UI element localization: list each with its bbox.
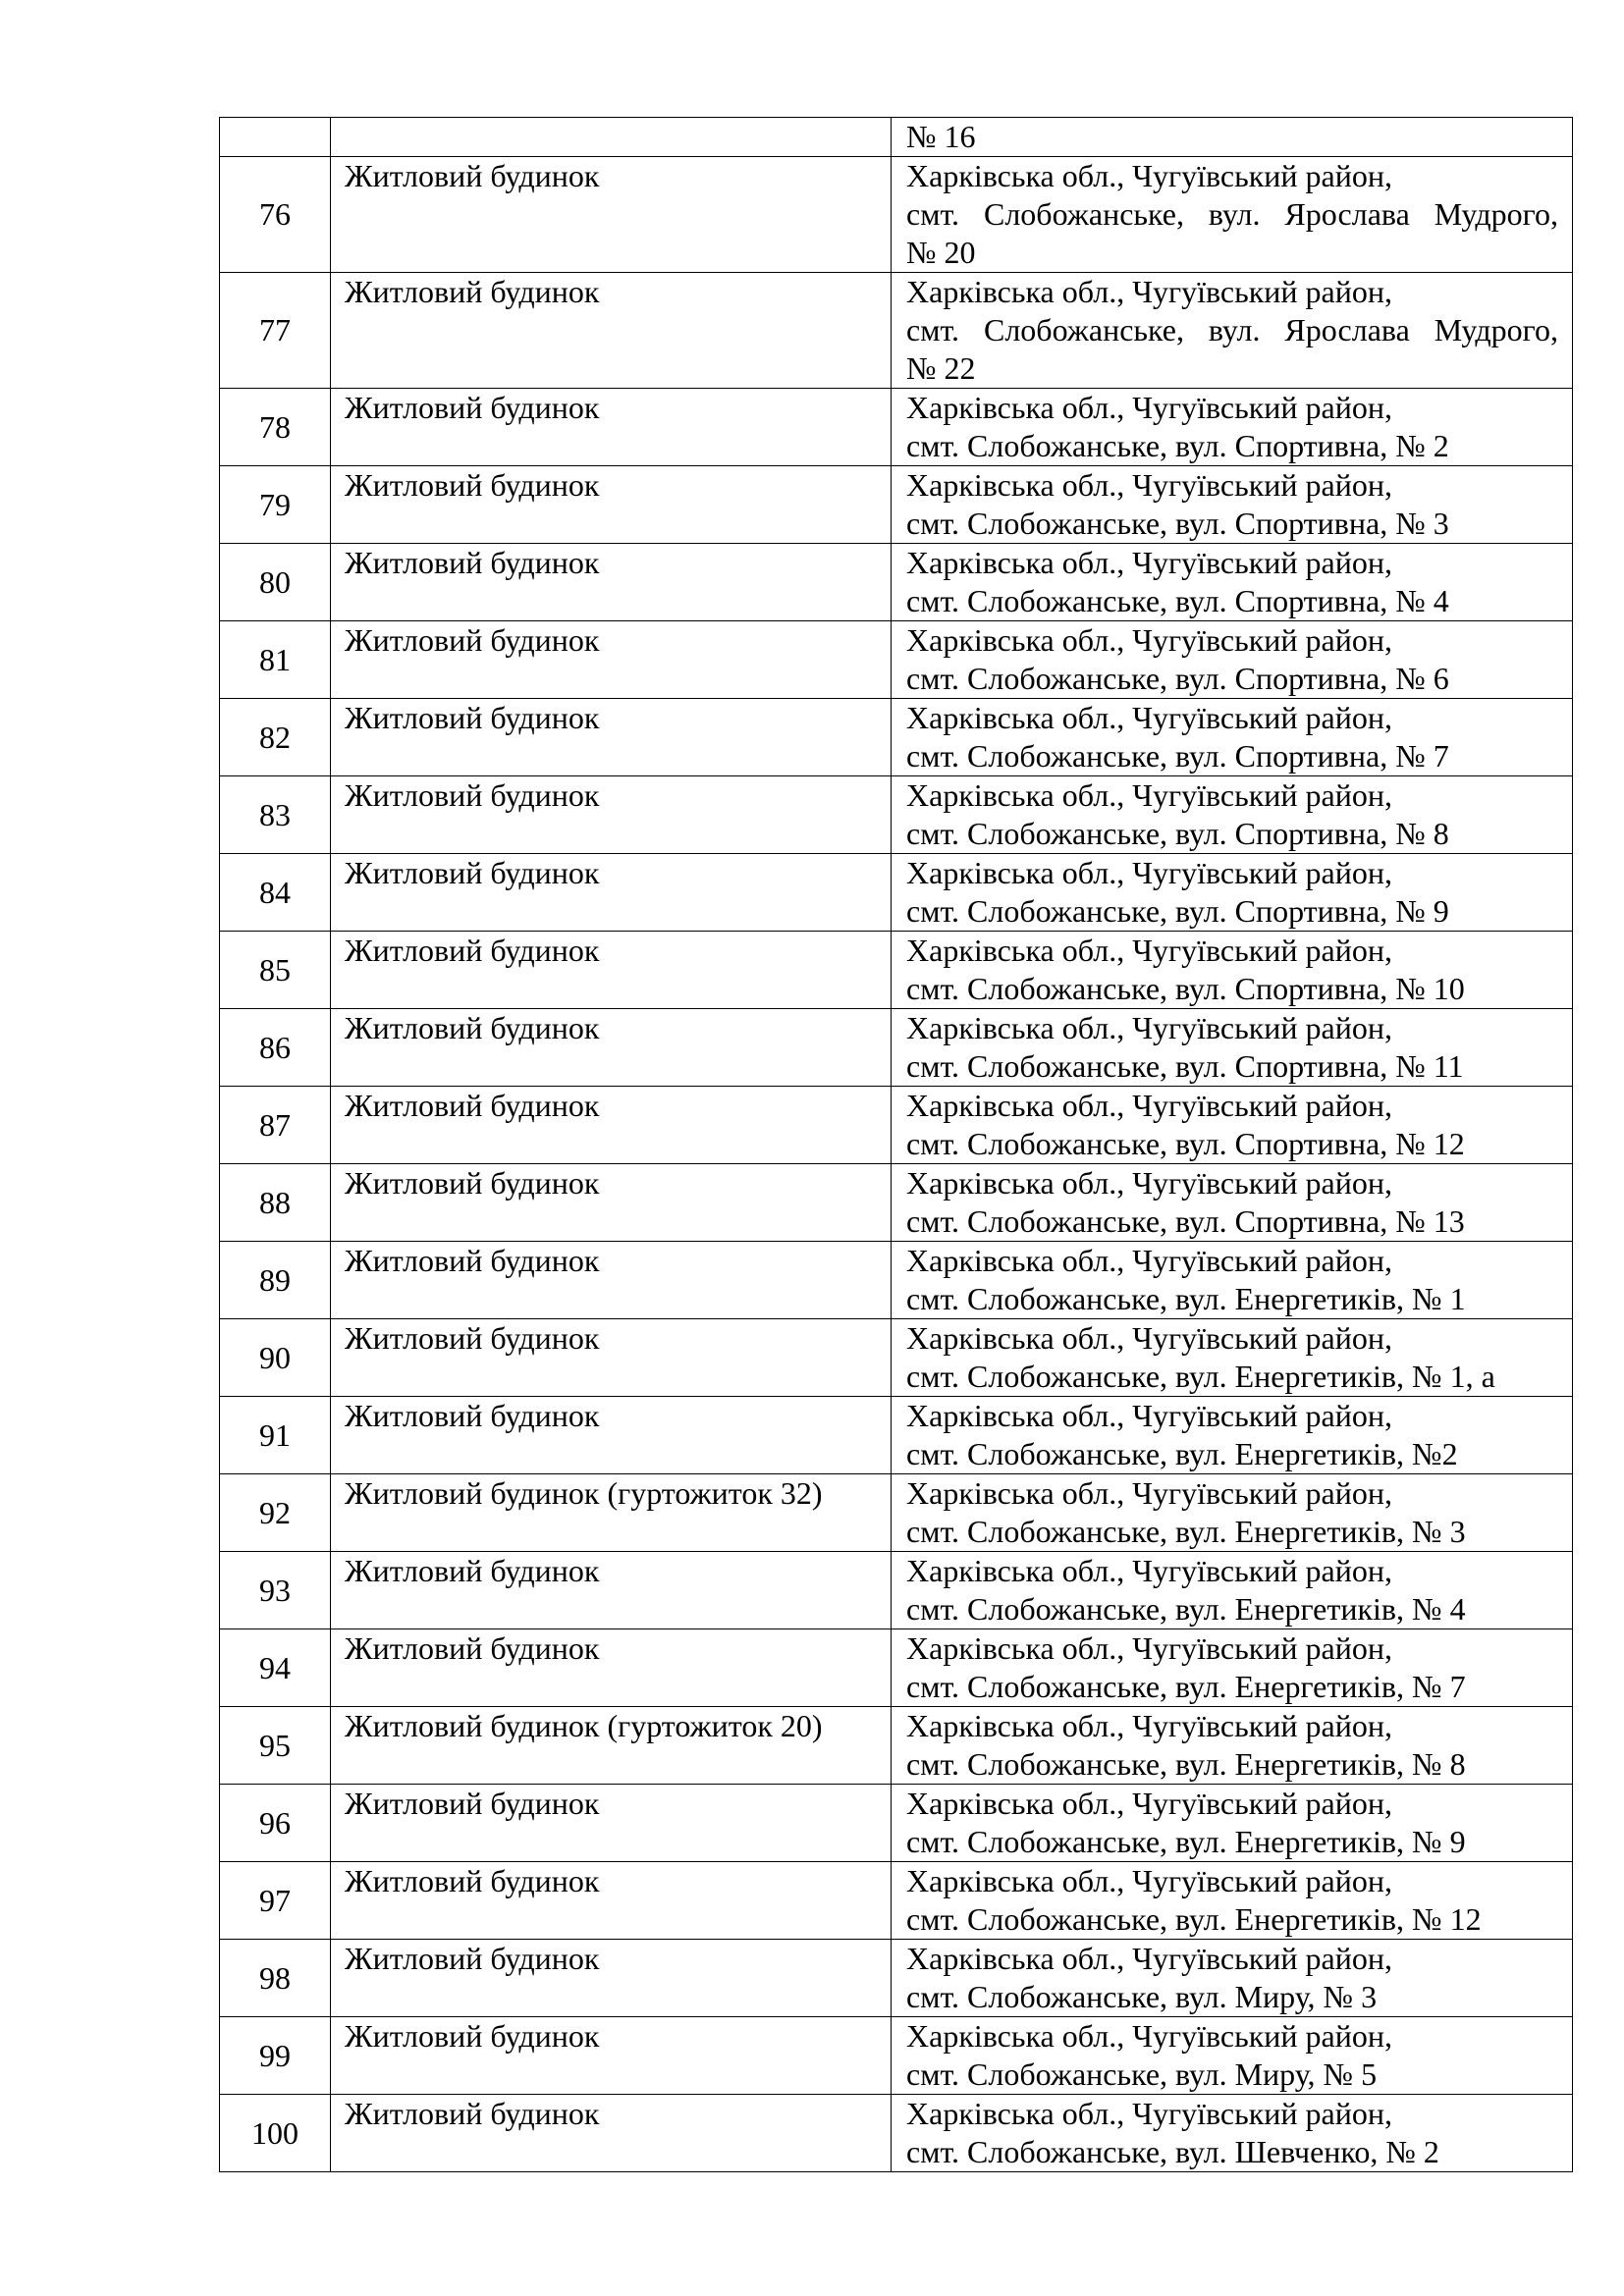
address-line: смт. Слобожанське, вул. Енергетиків, № 4 [906,1591,1466,1627]
row-number: 82 [220,699,331,776]
object-address [892,1319,1573,1397]
object-name: Житловий будинок [331,1397,892,1474]
address-line: Харківська обл., Чугуївський район, [906,545,1392,580]
table-row [220,118,1573,157]
row-number [220,118,331,157]
object-address [892,1785,1573,1862]
object-address [892,854,1573,932]
object-name: Житловий будинок [331,1164,892,1242]
table-row [220,1707,1573,1785]
address-line: Харківська обл., Чугуївський район, [906,1320,1392,1356]
object-name: Житловий будинок [331,389,892,466]
object-name: Житловий будинок [331,776,892,854]
row-number: 87 [220,1087,331,1164]
address-line: Харківська обл., Чугуївський район, [906,1708,1392,1743]
row-number: 91 [220,1397,331,1474]
row-number: 97 [220,1862,331,1940]
object-address [892,118,1573,157]
address-line: смт. Слобожанське, вул. Енергетиків, № 9 [906,1824,1466,1859]
object-address [892,1009,1573,1087]
address-line: Харківська обл., Чугуївський район, [906,1088,1392,1123]
object-address [892,1940,1573,2017]
object-address [892,157,1573,273]
address-line: Харківська обл., Чугуївський район, [906,855,1392,890]
row-number: 95 [220,1707,331,1785]
address-line: смт. Слобожанське, вул. Енергетиків, № 12 [906,1901,1482,1937]
table-row [220,273,1573,389]
address-line: Харківська обл., Чугуївський район, [906,467,1392,503]
address-line: смт. Слобожанське, вул. Спортивна, № 13 [906,1203,1465,1239]
object-address [892,1552,1573,1629]
table-row [220,1087,1573,1164]
address-line: смт. Слобожанське, вул. Спортивна, № 8 [906,816,1449,851]
address-line: Харківська обл., Чугуївський район, [906,1243,1392,1278]
object-name: Житловий будинок [331,854,892,932]
row-number: 100 [220,2095,331,2172]
table-row [220,1397,1573,1474]
address-line: смт. Слобожанське, вул. Спортивна, № 3 [906,506,1449,541]
row-number: 92 [220,1474,331,1552]
table-row [220,1009,1573,1087]
address-line: Харківська обл., Чугуївський район, [906,274,1392,309]
object-name: Житловий будинок [331,544,892,621]
table-row [220,2095,1573,2172]
address-line: смт. Слобожанське, вул. Миру, № 3 [906,1979,1378,2014]
address-line: № 20 [906,235,976,270]
table-row [220,1785,1573,1862]
address-line: Харківська обл., Чугуївський район, [906,933,1392,968]
object-name [331,118,892,157]
object-address [892,544,1573,621]
table-row [220,1242,1573,1319]
row-number: 96 [220,1785,331,1862]
object-name: Житловий будинок [331,2095,892,2172]
table-row [220,1474,1573,1552]
row-number: 83 [220,776,331,854]
table-row [220,1164,1573,1242]
table-row [220,1629,1573,1707]
object-address [892,2095,1573,2172]
address-line: Харківська обл., Чугуївський район, [906,1630,1392,1666]
table-row [220,776,1573,854]
address-line: смт. Слобожанське, вул. Спортивна, № 12 [906,1126,1465,1161]
object-name: Житловий будинок [331,157,892,273]
table-row [220,1552,1573,1629]
object-address [892,621,1573,699]
table-row [220,854,1573,932]
address-line: смт. Слобожанське, вул. Спортивна, № 4 [906,583,1449,618]
object-address [892,1707,1573,1785]
object-address [892,699,1573,776]
object-address [892,1087,1573,1164]
object-name: Житловий будинок [331,699,892,776]
object-name: Житловий будинок [331,1087,892,1164]
row-number: 84 [220,854,331,932]
address-line: смт. Слобожанське, вул. Спортивна, № 2 [906,428,1449,463]
row-number: 85 [220,932,331,1009]
address-line: смт. Слобожанське, вул. Спортивна, № 11 [906,1048,1464,1084]
object-address [892,1474,1573,1552]
object-name: Житловий будинок [331,1940,892,2017]
table-row [220,621,1573,699]
table-row [220,544,1573,621]
object-address [892,389,1573,466]
object-address [892,776,1573,854]
row-number: 76 [220,157,331,273]
row-number: 93 [220,1552,331,1629]
object-name: Житловий будинок [331,2017,892,2095]
row-number: 89 [220,1242,331,1319]
address-line: смт. Слобожанське, вул. Енергетиків, № 3 [906,1514,1466,1549]
object-address [892,1242,1573,1319]
address-line: смт. Слобожанське, вул. Спортивна, № 10 [906,971,1465,1006]
address-line: смт. Слобожанське, вул. Шевченко, № 2 [906,2134,1439,2169]
address-line: Харківська обл., Чугуївський район, [906,1553,1392,1588]
address-line: Харківська обл., Чугуївський район, [906,1863,1392,1898]
object-name: Житловий будинок (гуртожиток 20) [331,1707,892,1785]
address-line: смт. Слобожанське, вул. Ярослава Мудрого, [906,196,1558,232]
object-name: Житловий будинок [331,1862,892,1940]
object-name: Житловий будинок [331,621,892,699]
object-address [892,1862,1573,1940]
table-row [220,466,1573,544]
object-name: Житловий будинок [331,1785,892,1862]
object-name: Житловий будинок [331,273,892,389]
row-number: 78 [220,389,331,466]
object-name: Житловий будинок [331,466,892,544]
address-line: смт. Слобожанське, вул. Спортивна, № 9 [906,893,1449,929]
row-number: 94 [220,1629,331,1707]
address-line: Харківська обл., Чугуївський район, [906,1941,1392,1976]
object-name: Житловий будинок (гуртожиток 32) [331,1474,892,1552]
table-row [220,1319,1573,1397]
table-row [220,1862,1573,1940]
object-name: Житловий будинок [331,1552,892,1629]
row-number: 81 [220,621,331,699]
address-line: № 16 [906,119,976,154]
address-line: смт. Слобожанське, вул. Енергетиків, №2 [906,1436,1458,1471]
row-number: 77 [220,273,331,389]
table-row [220,1940,1573,2017]
address-line: Харківська обл., Чугуївський район, [906,158,1392,193]
object-name: Житловий будинок [331,1009,892,1087]
object-address [892,932,1573,1009]
table-row [220,2017,1573,2095]
address-line: № 22 [906,350,976,386]
buildings-table [219,117,1573,2172]
address-line: Харківська обл., Чугуївський район, [906,1010,1392,1045]
address-line: Харківська обл., Чугуївський район, [906,2096,1392,2131]
object-address [892,1629,1573,1707]
row-number: 86 [220,1009,331,1087]
address-line: Харківська обл., Чугуївський район, [906,1475,1392,1511]
row-number: 90 [220,1319,331,1397]
address-line: Харківська обл., Чугуївський район, [906,777,1392,813]
row-number: 80 [220,544,331,621]
address-line: Харківська обл., Чугуївський район, [906,700,1392,735]
table-body [220,118,1573,2172]
address-line: смт. Слобожанське, вул. Спортивна, № 7 [906,738,1449,774]
address-line: смт. Слобожанське, вул. Миру, № 5 [906,2056,1378,2092]
address-line: Харківська обл., Чугуївський район, [906,1398,1392,1433]
address-line: Харківська обл., Чугуївський район, [906,1165,1392,1201]
address-line: Харківська обл., Чугуївський район, [906,622,1392,658]
table-row [220,932,1573,1009]
row-number: 99 [220,2017,331,2095]
row-number: 98 [220,1940,331,2017]
object-name: Житловий будинок [331,932,892,1009]
address-line: смт. Слобожанське, вул. Спортивна, № 6 [906,661,1449,696]
object-address [892,1397,1573,1474]
address-line: Харківська обл., Чугуївський район, [906,2018,1392,2054]
object-address [892,273,1573,389]
object-name: Житловий будинок [331,1242,892,1319]
address-line: смт. Слобожанське, вул. Ярослава Мудрого, [906,312,1558,347]
address-line: Харківська обл., Чугуївський район, [906,1786,1392,1821]
row-number: 88 [220,1164,331,1242]
address-line: смт. Слобожанське, вул. Енергетиків, № 1, а [906,1359,1495,1394]
row-number: 79 [220,466,331,544]
table-row [220,699,1573,776]
address-line: Харківська обл., Чугуївський район, [906,390,1392,425]
object-name: Житловий будинок [331,1629,892,1707]
address-line: смт. Слобожанське, вул. Енергетиків, № 1 [906,1281,1466,1316]
object-address [892,1164,1573,1242]
address-line: смт. Слобожанське, вул. Енергетиків, № 7 [906,1669,1466,1704]
table-row [220,389,1573,466]
address-line: смт. Слобожанське, вул. Енергетиків, № 8 [906,1746,1466,1782]
table-row [220,157,1573,273]
object-address [892,466,1573,544]
object-name: Житловий будинок [331,1319,892,1397]
object-address [892,2017,1573,2095]
